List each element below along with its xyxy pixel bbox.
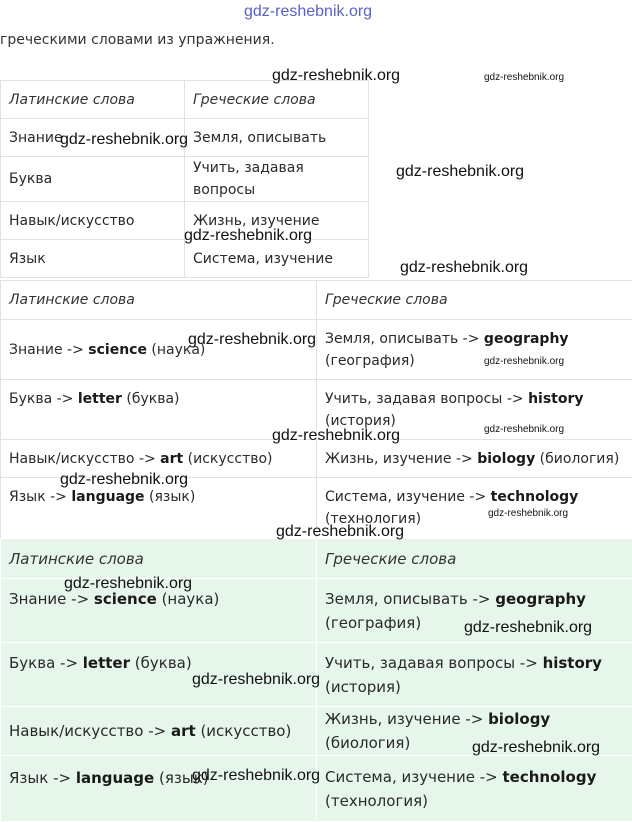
greek-cell: Учить, задавая вопросы -> history (история) <box>317 380 632 440</box>
latin-cell: Знание -> science (наука) <box>1 320 317 380</box>
greek-cell: Жизнь, изучение -> biology (биология) <box>317 440 632 478</box>
watermark: gdz-reshebnik.org <box>396 164 524 180</box>
greek-cell: Жизнь, изучение -> biology (биология) <box>317 707 632 756</box>
greek-cell: Земля, описывать <box>185 119 369 157</box>
watermark: gdz-reshebnik.org <box>272 68 400 84</box>
table-header-row <box>1 81 369 119</box>
greek-cell: Система, изучение -> technology (технология) <box>317 756 632 822</box>
header-latin: Латинские слова <box>1 539 317 579</box>
answers-table <box>0 280 632 539</box>
latin-cell: Знание <box>1 119 185 157</box>
table-row <box>1 756 632 822</box>
table-header-row <box>1 281 632 320</box>
intro-text: греческими словами из упражнения. <box>0 32 275 48</box>
watermark: gdz-reshebnik.org <box>484 425 564 435</box>
greek-cell: Жизнь, изучение <box>185 202 369 240</box>
watermark: gdz-reshebnik.org <box>272 428 400 444</box>
table-row <box>1 240 369 278</box>
greek-cell: Земля, описывать -> geography (география) <box>317 320 632 380</box>
watermark: gdz-reshebnik.org <box>484 357 564 367</box>
watermark: gdz-reshebnik.org <box>484 73 564 83</box>
watermark: gdz-reshebnik.org <box>60 132 188 148</box>
watermark: gdz-reshebnik.org <box>192 768 320 784</box>
watermark: gdz-reshebnik.org <box>276 524 404 540</box>
latin-cell: Буква -> letter (буква) <box>1 380 317 440</box>
watermark: gdz-reshebnik.org <box>472 740 600 756</box>
watermark: gdz-reshebnik.org <box>400 260 528 276</box>
greek-cell: Учить, задавая вопросы <box>185 157 369 202</box>
header-greek: Греческие слова <box>317 281 632 320</box>
watermark: gdz-reshebnik.org <box>488 509 568 519</box>
table-row <box>1 157 369 202</box>
watermark: gdz-reshebnik.org <box>60 472 188 488</box>
latin-cell: Знание -> science (наука) <box>1 579 317 643</box>
latin-cell: Навык/искусство -> art (искусство) <box>1 707 317 756</box>
watermark: gdz-reshebnik.org <box>188 332 316 348</box>
header-greek: Греческие слова <box>317 539 632 579</box>
latin-cell: Навык/искусство -> art (искусство) <box>1 440 317 478</box>
greek-cell: Система, изучение -> technology (технология) <box>317 478 632 539</box>
latin-cell: Язык -> language (язык) <box>1 478 317 539</box>
table-row <box>1 320 632 380</box>
greek-cell: Земля, описывать -> geography (география) <box>317 579 632 643</box>
greek-cell: Система, изучение <box>185 240 369 278</box>
greek-cell: Учить, задавая вопросы -> history (история) <box>317 643 632 707</box>
latin-cell: Буква -> letter (буква) <box>1 643 317 707</box>
watermark: gdz-reshebnik.org <box>184 228 312 244</box>
header-greek: Греческие слова <box>185 81 369 119</box>
watermark: gdz-reshebnik.org <box>464 620 592 636</box>
watermark-top: gdz-reshebnik.org <box>244 4 372 20</box>
latin-cell: Навык/искусство <box>1 202 185 240</box>
latin-cell: Язык -> language (язык) <box>1 756 317 822</box>
watermark: gdz-reshebnik.org <box>192 672 320 688</box>
latin-cell: Язык <box>1 240 185 278</box>
header-latin: Латинские слова <box>1 281 317 320</box>
latin-cell: Буква <box>1 157 185 202</box>
table-header-row <box>1 539 632 579</box>
header-latin: Латинские слова <box>1 81 185 119</box>
words-table <box>0 80 369 278</box>
watermark: gdz-reshebnik.org <box>64 576 192 592</box>
